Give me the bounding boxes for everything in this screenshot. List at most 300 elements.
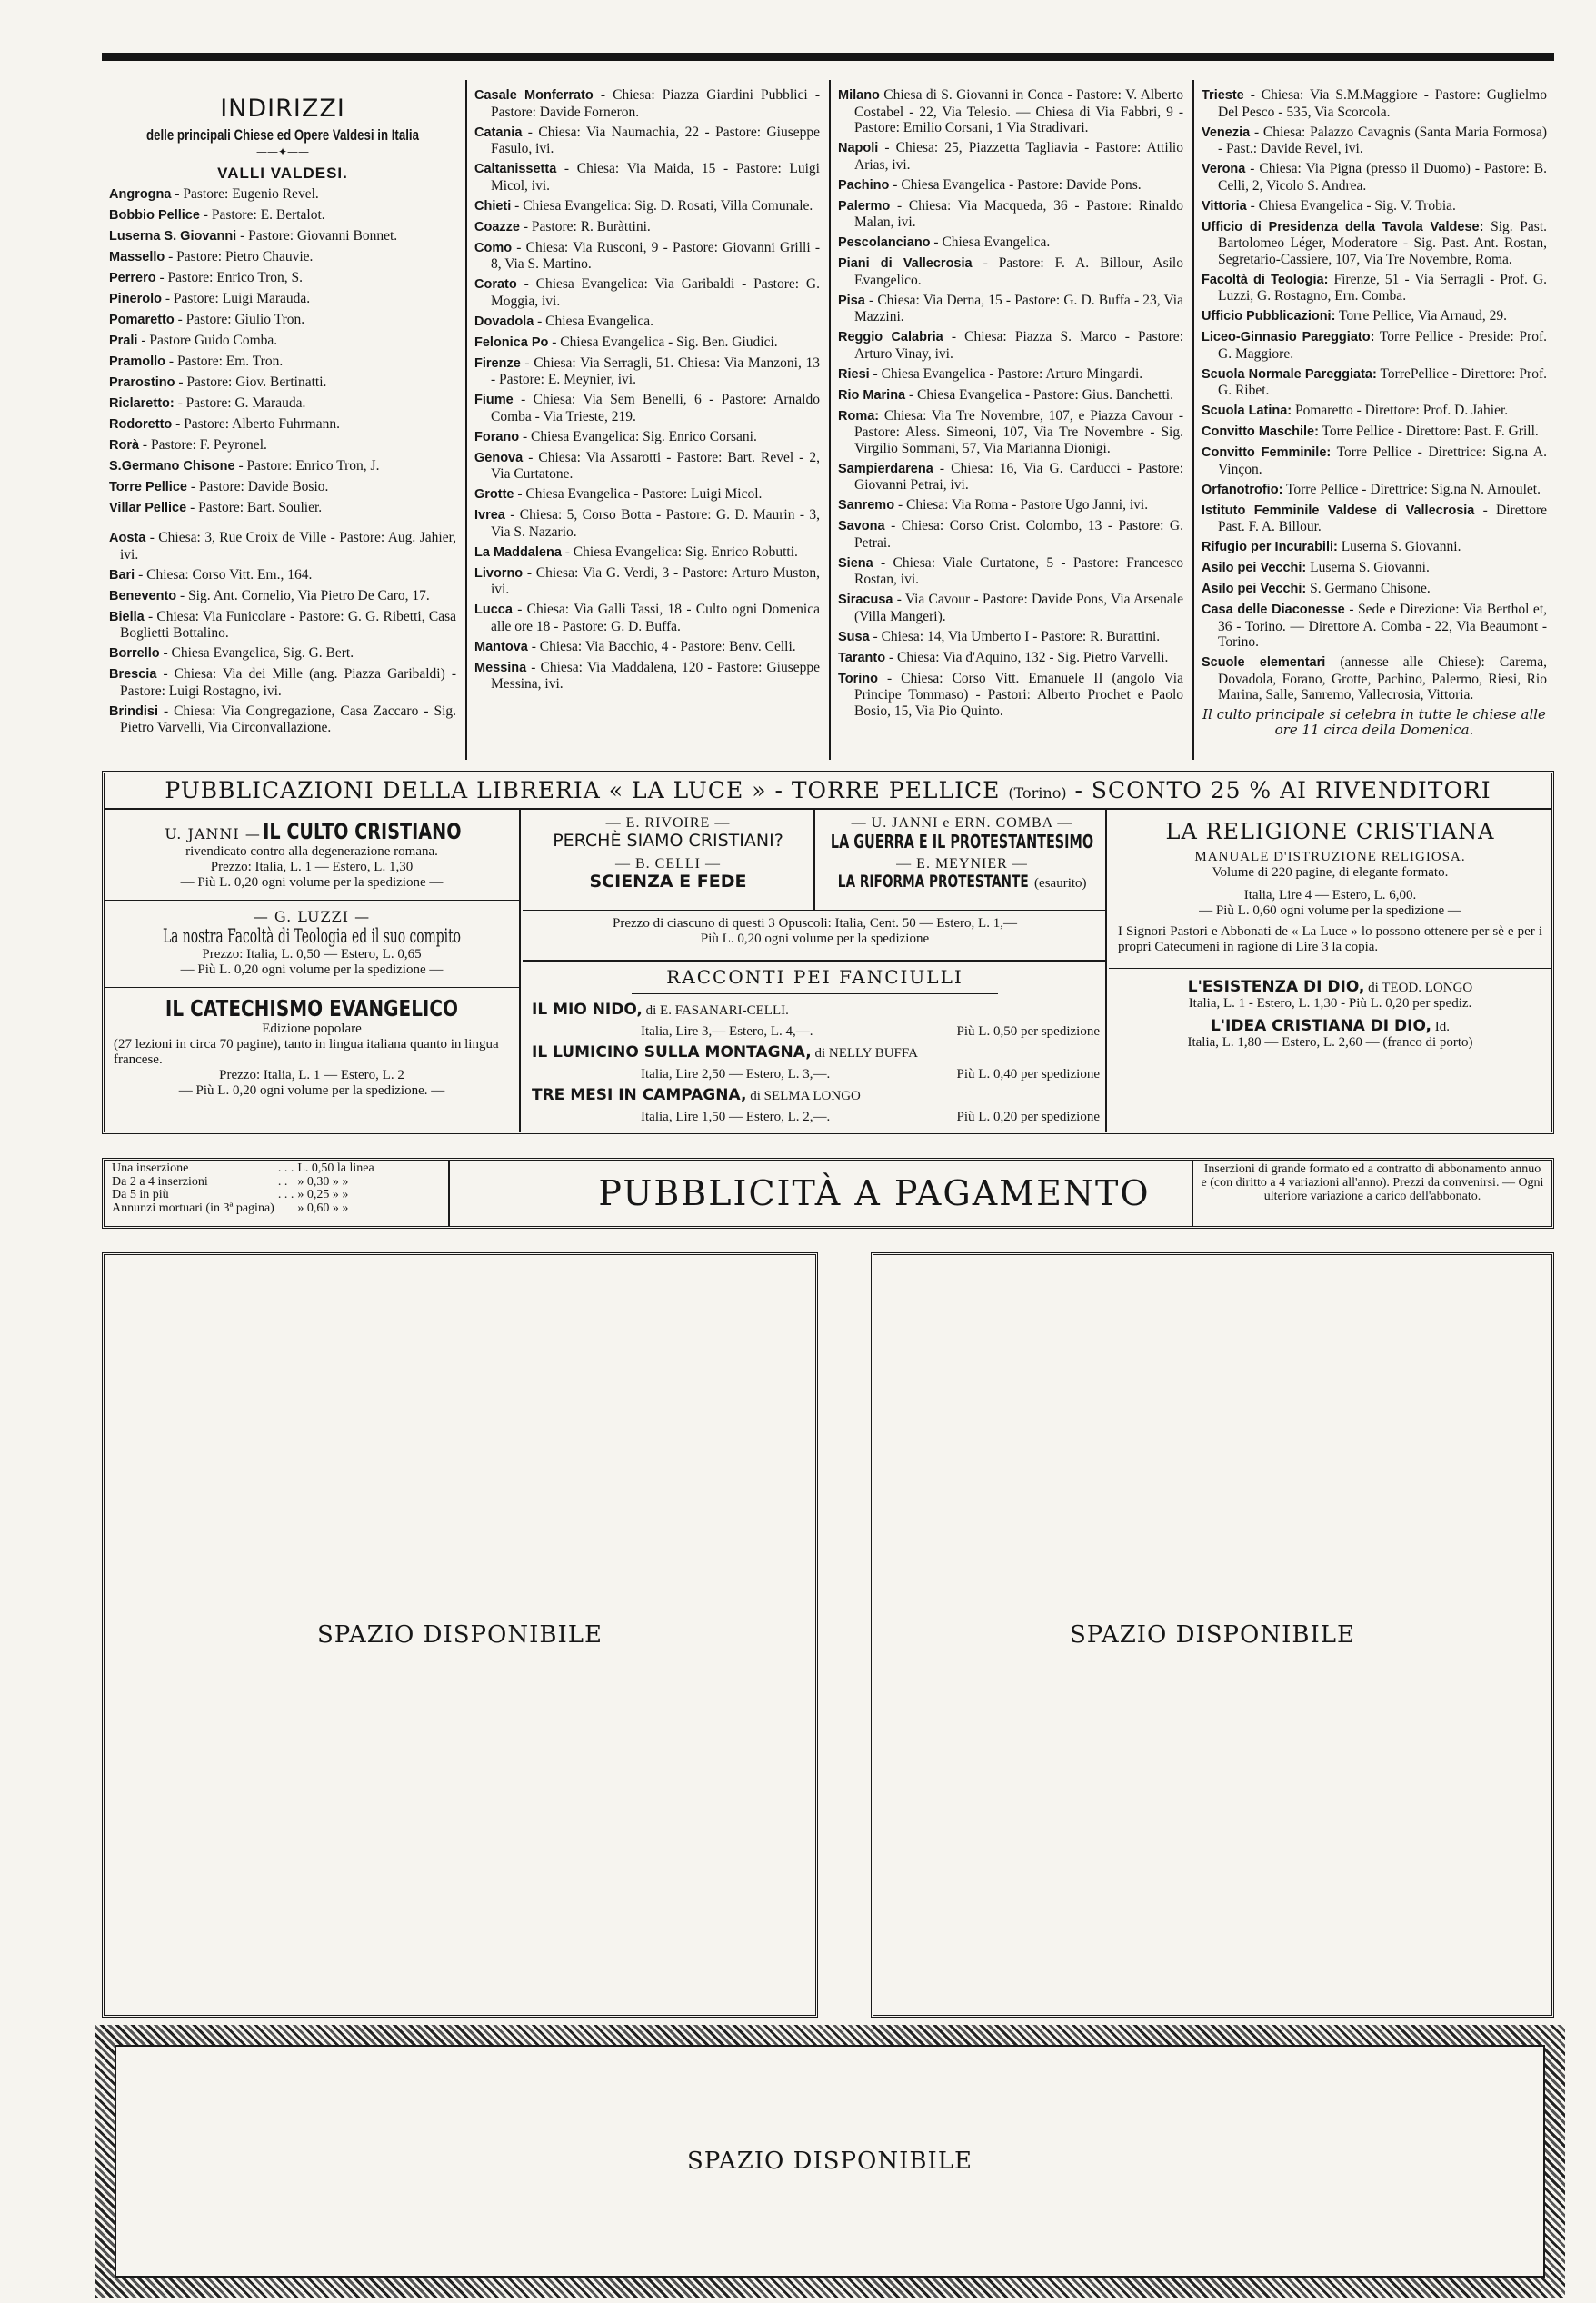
racconto-ship: Più L. 0,50 per spedizione (956, 1024, 1100, 1039)
directory-entry (109, 609, 456, 642)
entry-place: Rifugio per Incurabili: (1202, 540, 1338, 554)
facolta-price: Prezzo: Italia, L. 0,50 — Estero, L. 0,65 (202, 947, 422, 962)
directory-entry (1202, 87, 1547, 120)
church-directory (102, 80, 1554, 760)
entry-place: Piani di Vallecrosia (838, 256, 973, 271)
entry-details: - Pastore: Pietro Chauvie. (165, 249, 314, 264)
entry-place: Facoltà di Teologia: (1202, 272, 1329, 287)
directory-entry (1202, 198, 1547, 215)
entry-details: - Pastore: Giov. Bertinatti. (175, 374, 327, 390)
entry-details: - Chiesa: 16, Via G. Carducci - Pastore: Giovanni Petrai, ivi. (854, 460, 1183, 493)
racconto-price: Italia, Lire 2,50 — Estero, L. 3,—. (641, 1067, 831, 1082)
entry-place: La Maddalena (474, 544, 562, 560)
esistenza-author: di TEOD. LONGO (1364, 981, 1473, 995)
religione-desc: Volume di 220 pagine, di elegante formato. (1212, 865, 1449, 880)
entry-details: - Pastore: Giovanni Bonnet. (236, 228, 398, 244)
entry-details: Chiesa di S. Giovanni in Conca - Pastore: V. Alberto Costabel - 22, Via Telesio. — Chiesa di Via Fabbri, 9 - Pastore: Emilio Corsani, 1 Via Stradivari. (854, 87, 1183, 135)
entry-details: - Chiesa Evangelica - Pastore: Luigi Micol. (514, 486, 763, 502)
entry-place: Caltanissetta (474, 162, 557, 176)
religione-title: LA RELIGIONE CRISTIANA (1165, 819, 1495, 844)
racconto-author: di E. FASANARI-CELLI. (642, 1003, 789, 1018)
entry-details: - Pastore: Enrico Tron, J. (234, 458, 380, 474)
catechismo-block (105, 987, 519, 1099)
entry-place: Rorà (109, 438, 140, 453)
entry-details: Sig. Past. Bartolomeo Léger, Moderatore - Sig. Past. Ant. Rostan, Segretario-Cassiere, 107, Via Tre Novembre, Roma. (1218, 218, 1548, 267)
entry-details: - Chiesa: Via Macqueda, 36 - Pastore: Rinaldo Malan, ivi. (854, 197, 1183, 230)
directory-entry (838, 234, 1183, 252)
entry-details: Torre Pellice, Via Arnaud, 29. (1335, 308, 1507, 324)
entry-place: Pinerolo (109, 292, 163, 306)
directory-entry (1202, 424, 1547, 441)
directory-entry (838, 497, 1183, 514)
catechismo-edition: Edizione popolare (262, 1022, 362, 1036)
entry-details: - Pastore: G. Marauda. (174, 395, 306, 411)
esistenza-title: L'ESISTENZA DI DIO, (1187, 978, 1365, 996)
culto-price: Prezzo: Italia, L. 1 — Estero, L. 1,30 (210, 860, 414, 874)
entry-place: Benevento (109, 588, 177, 603)
entry-details: Torre Pellice - Direttrice: Sig.na A. Vinçon. (1218, 444, 1547, 477)
entry-details: - Pastore Guido Comba. (137, 333, 278, 348)
entry-place: Dovadola (474, 314, 534, 329)
entry-place: Verona (1202, 162, 1246, 176)
entry-place: Como (474, 240, 513, 255)
publications-box (102, 771, 1554, 1134)
directory-entry (1202, 444, 1547, 477)
racconto-item (523, 1042, 1107, 1064)
entry-details: - Sig. Ant. Cornelio, Via Pietro De Caro, 17. (176, 587, 430, 603)
directory-entry (109, 666, 456, 699)
entry-details: - Chiesa: Corso Vitt. Em., 164. (135, 566, 313, 583)
entry-details: - Chiesa: Via d'Aquino, 132 - Sig. Pietro Varvelli. (885, 649, 1169, 665)
entry-details: - Chiesa: Via Serragli, 51. Chiesa: Via Manzoni, 13 - Pastore: E. Meynier, ivi. (491, 354, 820, 387)
entry-place: Ufficio di Presidenza della Tavola Valdese: (1202, 219, 1484, 234)
rate-dots: . . . (277, 1161, 294, 1175)
ornament-divider: ——✦—— (255, 145, 310, 158)
racconti-block (523, 962, 1107, 1128)
entry-details: - Chiesa: 3, Rue Croix de Ville - Pastore: Aug. Jahier, ivi. (120, 530, 456, 563)
entry-details: - Chiesa: Via Sem Benelli, 6 - Pastore: Arnaldo Comba - Via Trieste, 219. (491, 392, 820, 424)
advertising-note: Inserzioni di grande formato ed a contratto di abbonamento annuo e (con diritto a 4 variazioni all'anno). Prezzi da convenirsi. — Ogni ulteriore variazione a carico dell'abbonato. (1192, 1161, 1551, 1226)
racconti-title: RACCONTI PEI FANCIULLI (666, 966, 963, 988)
rate-dots: . . . (277, 1188, 294, 1201)
entry-place: Scuole elementari (1202, 655, 1326, 670)
rate-dots (278, 1202, 298, 1216)
available-space-bottom (95, 2025, 1565, 2298)
entry-place: Savona (838, 519, 885, 533)
rate-row (112, 1189, 378, 1202)
directory-entry (109, 249, 456, 266)
rate-price: » 0,30 » » (297, 1174, 349, 1189)
directory-entry (474, 392, 820, 424)
directory-entry (838, 629, 1183, 646)
entry-place: Massello (109, 250, 165, 264)
racconto-price-row (523, 1064, 1107, 1085)
entry-details: - Pastore: Giulio Tron. (174, 312, 305, 327)
directory-entry (1202, 308, 1547, 325)
entry-details: - Chiesa: Via Naumachia, 22 - Pastore: Giuseppe Fasulo, ivi. (491, 124, 820, 156)
publications-column-left (105, 810, 521, 1132)
directory-entry (109, 333, 456, 350)
cities-list-2 (474, 87, 820, 693)
directory-entry (109, 186, 456, 204)
entry-details: Torre Pellice - Preside: Prof. G. Maggiore. (1218, 329, 1548, 362)
directory-column-2 (465, 80, 827, 760)
religione-note: I Signori Pastori e Abbonati de « La Luce » lo possono ottenere per sè e per i propri Catecumeni in ragione di Lire 3 la copia. (1118, 924, 1542, 954)
directory-entry (838, 177, 1183, 194)
entry-details: Torre Pellice - Direttrice: Sig.na N. Arnoulet. (1282, 481, 1541, 497)
advertising-rates-strip (102, 1158, 1554, 1229)
entry-details: Firenze, 51 - Via Serragli - Prof. G. Luzzi, G. Rostagno, Ern. Comba. (1218, 271, 1547, 304)
publications-header (105, 773, 1551, 810)
racconto-price: Italia, Lire 1,50 — Estero, L. 2,—. (641, 1110, 831, 1124)
racconto-title: IL LUMICINO SULLA MONTAGNA, (532, 1043, 812, 1062)
culto-author: U. JANNI — (165, 825, 261, 842)
entry-details: - Chiesa: Via Rusconi, 9 - Pastore: Giovanni Grilli - 8, Via S. Martino. (491, 239, 820, 272)
entry-details: - Chiesa: Corso Vitt. Emanuele II (angolo Via Principe Tommaso) - Pastori: Alberto Prochet e Paolo Bosio, 15, Via Pio Quinto. (854, 670, 1183, 719)
directory-entry (1202, 503, 1547, 535)
entry-details: (annesse alle Chiese): Carema, Dovadola, Forano, Grotte, Pachino, Palermo, Riesi, Rio Marina, Salle, Sanremo, Vallecrosia, Vittoria. (1218, 654, 1547, 703)
entry-details: - Chiesa: Via S.M.Maggiore - Pastore: Guglielmo Del Pesco - 535, Via Scorcola. (1218, 87, 1547, 120)
directory-entry (474, 125, 820, 157)
racconto-ship: Più L. 0,40 per spedizione (956, 1067, 1100, 1082)
entry-place: Fiume (474, 393, 514, 407)
directory-entry (474, 240, 820, 273)
entry-details: - Pastore: Alberto Fuhrmann. (172, 416, 340, 432)
directory-title: INDIRIZZI (220, 95, 345, 123)
racconto-price-row (523, 1107, 1107, 1128)
entry-place: Asilo pei Vecchi: (1202, 582, 1307, 596)
entry-details: - Chiesa: Via Assarotti - Pastore: Bart. Revel - 2, Via Curtatone. (491, 449, 820, 482)
entry-place: Sampierdarena (838, 461, 933, 476)
catechismo-title: IL CATECHISMO EVANGELICO (165, 995, 459, 1022)
directory-entry (474, 660, 820, 693)
entry-place: Torino (838, 671, 879, 686)
publications-column-right (1109, 810, 1551, 1132)
available-space-right (871, 1252, 1554, 2018)
entry-details: - Chiesa Evangelica: Sig. Enrico Corsani. (519, 428, 757, 444)
facolta-title: La nostra Facoltà di Teologia ed il suo compito (162, 925, 462, 947)
entry-place: Perrero (109, 271, 156, 285)
directory-entry (1202, 125, 1547, 157)
rate-dots: . . (277, 1174, 288, 1189)
entry-place: Bari (109, 567, 135, 583)
entry-details: - Chiesa Evangelica: Sig. Enrico Robutti. (561, 543, 798, 560)
directory-entry (838, 255, 1183, 288)
culto-ship: — Più L. 0,20 ogni volume per la spedizione — (180, 875, 444, 890)
entry-place: Lucca (474, 603, 513, 617)
entry-details: - Chiesa: Via Bacchio, 4 - Pastore: Benv. Celli. (527, 638, 796, 654)
directory-entry (1202, 161, 1547, 194)
racconto-author: di SELMA LONGO (746, 1089, 861, 1103)
entry-place: S.Germano Chisone (109, 459, 235, 474)
catechismo-desc: (27 lezioni in circa 70 pagine), tanto in lingua italiana quanto in lingua francese. (114, 1037, 499, 1067)
entry-place: Pisa (838, 293, 865, 308)
entry-details: - Pastore: Enrico Tron, S. (155, 270, 304, 285)
directory-entry (1202, 329, 1547, 362)
directory-entry (838, 650, 1183, 667)
rate-row (112, 1162, 378, 1176)
directory-entry (838, 555, 1183, 588)
entry-details: TorrePellice - Direttore: Prof. G. Ribet. (1218, 365, 1547, 398)
directory-entry (109, 228, 456, 245)
idea-heading (1118, 1017, 1542, 1035)
entry-place: Siracusa (838, 593, 893, 607)
cities-list-3 (838, 87, 1183, 719)
directory-entry (838, 518, 1183, 551)
directory-entry (474, 602, 820, 634)
entry-details: - Pastore: R. Buràttini. (519, 218, 651, 234)
entry-place: Mantova (474, 639, 528, 654)
racconti-list (523, 1000, 1107, 1128)
entry-place: Torre Pellice (109, 480, 187, 494)
opuscoli-right (817, 810, 1107, 910)
entry-details: - Direttore Past. F. A. Billour. (1218, 502, 1548, 534)
directory-entry (474, 219, 820, 236)
culto-block (114, 819, 510, 891)
entry-details: - Chiesa: Piazza Giardini Pubblici - Pastore: Davide Forneron. (491, 87, 820, 120)
directory-entry (474, 198, 820, 215)
racconto-title: TRE MESI IN CAMPAGNA, (532, 1086, 747, 1104)
entry-details: - Chiesa Evangelica - Pastore: Davide Pons. (889, 176, 1142, 193)
entry-details: - Pastore: F. Peyronel. (139, 437, 267, 453)
entry-place: Biella (109, 609, 145, 624)
directory-entry (838, 461, 1183, 494)
religione-price: Italia, Lire 4 — Estero, L. 6,00. (1243, 888, 1417, 902)
directory-entry (109, 567, 456, 584)
entry-place: Genova (474, 450, 524, 465)
entry-place: Prarostino (109, 375, 175, 390)
entry-details: - Chiesa Evangelica. (534, 313, 653, 329)
directory-entry (1202, 219, 1547, 268)
entry-details: - Pastore: F. A. Billour, Asilo Evangelico. (854, 255, 1183, 288)
entry-details: - Chiesa Evangelica - Pastore: Arturo Mingardi. (869, 365, 1143, 382)
directory-entry (838, 87, 1183, 136)
entry-details: - Pastore: Eugenio Revel. (171, 186, 319, 202)
entry-details: Torre Pellice - Direttore: Past. F. Grill. (1318, 424, 1539, 439)
entry-place: Ivrea (474, 508, 505, 523)
entry-place: Forano (474, 429, 520, 444)
directory-entry (474, 334, 820, 352)
entry-place: Siena (838, 555, 873, 571)
entry-details: - Chiesa Evangelica - Sig. Ben. Giudici. (548, 334, 778, 350)
idea-price: Italia, L. 1,80 — Estero, L. 2,60 — (franco di porto) (1187, 1035, 1473, 1050)
entry-details: - Chiesa: Piazza S. Marco - Pastore: Arturo Vinay, ivi. (854, 329, 1183, 362)
top-rule (102, 53, 1554, 61)
directory-entry (109, 437, 456, 454)
cities-list-1 (109, 530, 456, 736)
entry-details: - Pastore: Davide Bosio. (186, 479, 329, 494)
directory-entry (109, 207, 456, 224)
rate-label: Una inserzione (112, 1161, 189, 1175)
entry-place: Casa delle Diaconesse (1202, 603, 1345, 617)
entry-place: Reggio Calabria (838, 330, 943, 344)
directory-entry (1202, 560, 1547, 577)
entry-place: Convitto Femminile: (1202, 445, 1332, 460)
idea-author: Id. (1431, 1020, 1450, 1034)
entry-place: Firenze (474, 355, 521, 371)
entry-place: Rodoretto (109, 417, 173, 432)
entry-details: - Chiesa: 14, Via Umberto I - Pastore: R. Burattini. (869, 628, 1161, 644)
directory-entry (109, 703, 456, 736)
culto-title: IL CULTO CRISTIANO (263, 819, 462, 844)
directory-entry (1202, 539, 1547, 556)
entry-place: Riclaretto: (109, 396, 175, 411)
entry-place: Orfanotrofio: (1202, 482, 1283, 497)
entry-place: Pomaretto (109, 313, 175, 327)
opuscoli-ship: Più L. 0,20 ogni volume per la spedizione (700, 932, 930, 946)
entry-details: - Chiesa: Via Funicolare - Pastore: G. G. Ribetti, Casa Boglietti Bottalino. (120, 608, 456, 641)
directory-entry (474, 544, 820, 562)
entry-place: Brindisi (109, 703, 158, 719)
entry-details: S. Germano Chisone. (1306, 581, 1431, 596)
directory-entry (1202, 403, 1547, 420)
opuscoli-left (523, 810, 815, 910)
directory-entry (109, 458, 456, 475)
entry-place: Napoli (838, 141, 879, 155)
directory-column-1 (102, 80, 464, 760)
religione-ship: — Più L. 0,60 ogni volume per la spedizione — (1199, 903, 1461, 918)
entry-details: Luserna S. Giovanni. (1337, 539, 1461, 554)
idea-title: L'IDEA CRISTIANA DI DIO, (1210, 1017, 1431, 1035)
entry-place: Villar Pellice (109, 501, 187, 515)
rate-label: Da 2 a 4 inserzioni (112, 1174, 208, 1189)
entry-place: Pramollo (109, 354, 166, 369)
entry-details: - Chiesa Evangelica. (930, 234, 1051, 250)
entry-place: Felonica Po (474, 334, 549, 350)
entry-place: Bobbio Pellice (109, 208, 200, 223)
directory-entry (109, 374, 456, 392)
directory-column-3 (829, 80, 1191, 760)
entry-place: Convitto Maschile: (1202, 424, 1319, 439)
catechismo-price: Prezzo: Italia, L. 1 — Estero, L. 2 (219, 1068, 404, 1082)
rates-table (105, 1161, 450, 1226)
entry-details: Chiesa: Via Tre Novembre, 107, e Piazza Cavour - Pastore: Aless. Simeoni, 107, Via Tre Novembre - Sig. Virgilio Sommani, 57, Via Marianna Dionigi. (854, 407, 1183, 456)
valli-heading: VALLI VALDESI. (217, 164, 348, 182)
entry-place: Asilo pei Vecchi: (1202, 561, 1307, 575)
entry-place: Livorno (474, 565, 524, 581)
entry-place: Angrogna (109, 187, 172, 202)
publications-column-middle (523, 810, 1107, 1132)
riforma-status: (esaurito) (1034, 876, 1087, 891)
entry-details: - Chiesa: Via Congregazione, Casa Zaccaro - Sig. Pietro Varvelli, Via Circonvallazione. (120, 703, 456, 735)
scienza-title: SCIENZA E FEDE (589, 872, 747, 892)
facolta-block (105, 900, 519, 978)
entry-details: - Chiesa: Via Galli Tassi, 18 - Culto ogni Domenica alle ore 18 - Pastore: G. D. Buffa. (491, 602, 820, 634)
racconto-price: Italia, Lire 3,— Estero, L. 4,—. (641, 1024, 813, 1039)
entry-details: - Sede e Direzione: Via Berthol et, 36 - Torino. — Direttore A. Comba - 22, Via Beaumont - Torino. (1218, 602, 1547, 650)
directory-entry (838, 387, 1183, 404)
directory-column-4 (1192, 80, 1554, 760)
entry-details: - Chiesa: Palazzo Cavagnis (Santa Maria Formosa) - Past.: Davide Revel, ivi. (1218, 124, 1547, 156)
directory-entry (1202, 366, 1547, 399)
directory-entry (109, 588, 456, 605)
catechismo-ship: — Più L. 0,20 ogni volume per la spedizione. — (178, 1083, 445, 1098)
guerra-author: — U. JANNI e ERN. COMBA — (851, 815, 1073, 831)
opuscoli-block (523, 810, 1107, 962)
entry-place: Catania (474, 125, 523, 140)
directory-entry (1202, 602, 1547, 651)
available-space-left (102, 1252, 818, 2018)
directory-entry (474, 355, 820, 388)
cities-list-4 (1202, 87, 1547, 703)
entry-details: - Chiesa: Via Roma - Pastore Ugo Janni, ivi. (894, 497, 1149, 513)
directory-entry (109, 416, 456, 434)
directory-entry (1202, 581, 1547, 598)
directory-entry (109, 500, 456, 517)
entry-place: Liceo-Ginnasio Pareggiato: (1202, 330, 1375, 344)
entry-details: - Chiesa: 25, Piazzetta Tagliavia - Pastore: Attilio Arias, ivi. (854, 140, 1183, 173)
guerra-title: LA GUERRA E IL PROTESTANTESIMO (830, 831, 1094, 852)
entry-details: - Chiesa: Viale Curtatone, 5 - Pastore: Francesco Rostan, ivi. (854, 554, 1183, 587)
esistenza-price: Italia, L. 1 - Estero, L. 1,30 - Più L. 0,20 per spediz. (1188, 996, 1472, 1011)
culto-desc: rivendicato contro alla degenerazione romana. (185, 844, 438, 859)
esistenza-heading (1118, 978, 1542, 996)
directory-entry (474, 565, 820, 598)
directory-entry (838, 671, 1183, 720)
entry-place: Roma: (838, 408, 880, 424)
entry-details: Pomaretto - Direttore: Prof. D. Jahier. (1292, 403, 1509, 418)
facolta-ship: — Più L. 0,20 ogni volume per la spedizione — (180, 962, 444, 977)
directory-entry (474, 639, 820, 656)
rate-row (112, 1176, 378, 1190)
entry-place: Scuola Normale Pareggiata: (1202, 366, 1377, 382)
directory-entry (838, 198, 1183, 231)
valli-list (109, 186, 456, 517)
racconto-item (523, 1085, 1107, 1107)
entry-details: Luserna S. Giovanni. (1306, 560, 1430, 575)
directory-entry (109, 312, 456, 329)
entry-details: - Chiesa Evangelica, Sig. G. Bert. (159, 645, 354, 661)
entry-place: Luserna S. Giovanni (109, 229, 237, 244)
entry-details: - Pastore: Bart. Soulier. (186, 500, 323, 515)
directory-entry (109, 354, 456, 371)
directory-entry (838, 592, 1183, 624)
directory-entry (1202, 272, 1547, 304)
racconto-ship: Più L. 0,20 per spedizione (956, 1110, 1100, 1124)
entry-place: Messina (474, 660, 527, 675)
directory-entry (838, 329, 1183, 362)
available-space-right-label: SPAZIO DISPONIBILE (1070, 1621, 1355, 1649)
religione-subtitle: MANUALE D'ISTRUZIONE RELIGIOSA. (1194, 850, 1466, 864)
entry-place: Susa (838, 629, 870, 644)
entry-place: Pescolanciano (838, 235, 931, 250)
entry-details: - Chiesa Evangelica - Sig. V. Trobia. (1246, 197, 1456, 214)
entry-details: - Chiesa: Via G. Verdi, 3 - Pastore: Arturo Muston, ivi. (491, 564, 820, 597)
directory-entry (838, 366, 1183, 384)
publications-header-title: PUBBLICAZIONI DELLA LIBRERIA « LA LUCE » - TORRE PELLICE (165, 777, 1001, 803)
entry-place: Trieste (1202, 88, 1244, 103)
entry-details: - Chiesa: 5, Corso Botta - Pastore: G. D. Maurin - 3, Via S. Nazario. (491, 507, 820, 540)
entry-details: - Chiesa: Via Pigna (presso il Duomo) - Pastore: B. Celli, 2, Vicolo S. Andrea. (1218, 161, 1547, 194)
racconti-rule (632, 993, 998, 994)
racconto-title: IL MIO NIDO, (532, 1001, 643, 1019)
advertising-title: PUBBLICITÀ A PAGAMENTO (598, 1173, 1151, 1213)
entry-place: Sanremo (838, 498, 895, 513)
entry-place: Vittoria (1202, 198, 1247, 214)
directory-entry (109, 479, 456, 496)
entry-place: Aosta (109, 531, 146, 545)
entry-place: Coazze (474, 219, 520, 234)
scienza-author: — B. CELLI — (615, 856, 721, 872)
entry-place: Palermo (838, 198, 891, 214)
entry-place: Corato (474, 277, 517, 292)
perche-author: — E. RIVOIRE — (605, 815, 731, 831)
entry-details: - Chiesa: Corso Crist. Colombo, 13 - Pastore: G. Petrai. (854, 518, 1183, 551)
rate-price: L. 0,50 la linea (297, 1161, 374, 1175)
entry-details: - Chiesa Evangelica: Via Garibaldi - Pastore: G. Moggia, ivi. (491, 276, 820, 309)
entry-place: Casale Monferrato (474, 88, 594, 103)
directory-entry (109, 395, 456, 413)
